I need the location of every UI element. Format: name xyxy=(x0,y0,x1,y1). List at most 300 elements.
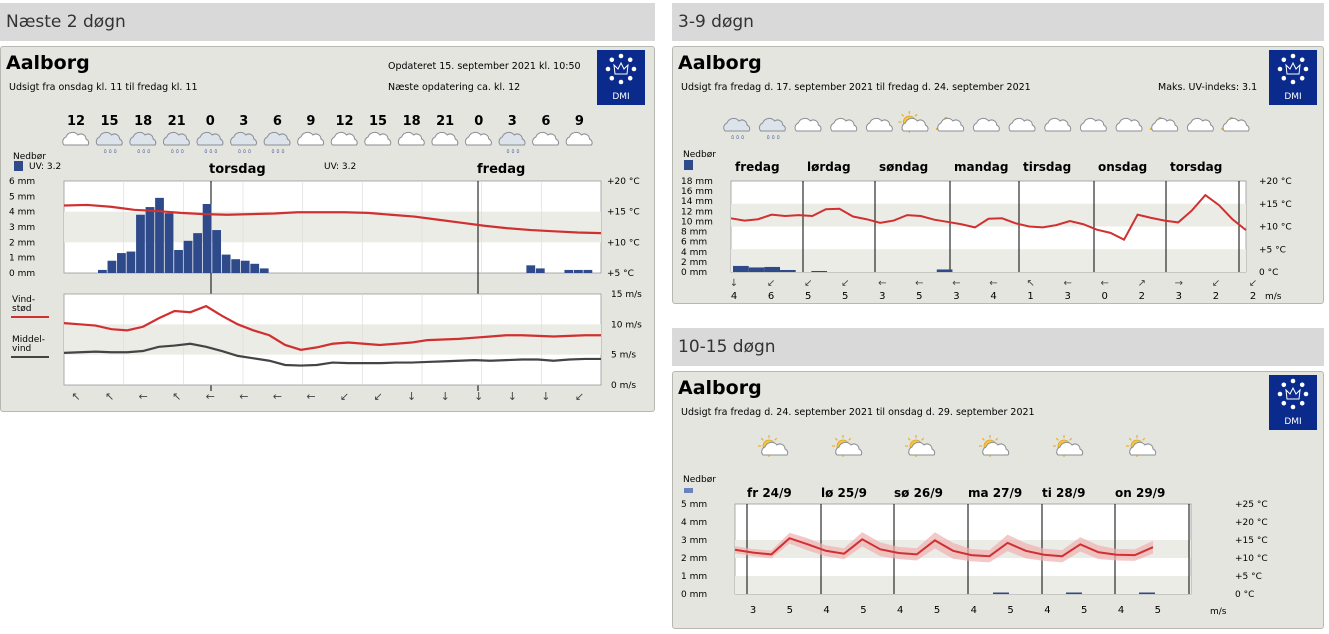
wind-tick: 15 m/s xyxy=(611,290,642,300)
rain-drop: ٥ xyxy=(147,148,151,155)
wind-arrow-icon: ← xyxy=(1100,278,1109,289)
precip-tick: 0 mm xyxy=(9,269,36,279)
wind-speed: 3 xyxy=(1175,291,1183,302)
wind-speed: 5 xyxy=(804,291,812,302)
temp-tick: +15 °C xyxy=(1259,199,1292,210)
precip-bar xyxy=(174,250,183,273)
cloud-shape xyxy=(866,118,892,131)
rain-cloud-icon xyxy=(231,132,257,155)
wind-speed: 5 xyxy=(933,605,941,616)
cloud-shape xyxy=(96,132,122,145)
cloud-icon xyxy=(1187,118,1213,131)
precip-bar xyxy=(231,259,240,273)
cloud-shape xyxy=(63,132,89,145)
wind-speed: 4 xyxy=(823,605,830,616)
wind-arrow-icon: ↖ xyxy=(71,390,81,403)
city-name: Aalborg xyxy=(6,52,90,74)
wind-arrow-icon: ↓ xyxy=(729,278,739,289)
cloud-shape xyxy=(499,132,525,145)
wind-arrow-icon: ← xyxy=(952,278,961,289)
updated-text: Opdateret 15. september 2021 kl. 10:50 xyxy=(388,61,581,72)
rain-drop: ٥ xyxy=(113,148,117,155)
day-label: fredag xyxy=(477,162,526,177)
rain-drop: ٥ xyxy=(237,148,242,155)
sun-ray xyxy=(849,438,851,440)
precip-bar xyxy=(136,215,145,273)
precip-tick: 4 mm xyxy=(681,518,708,528)
cloud-shape xyxy=(938,118,964,131)
sun-ray xyxy=(996,438,998,440)
wind-speed: 3 xyxy=(1064,291,1071,302)
wind-arrow-icon: ← xyxy=(306,390,316,403)
precip-tick: 3 mm xyxy=(681,536,708,546)
wind-speed: 5 xyxy=(1081,605,1088,616)
wind-unit: m/s xyxy=(1210,607,1227,617)
wind-arrow-icon: ↓ xyxy=(407,390,417,403)
wind-speed: 4 xyxy=(990,291,997,302)
temp-tick: 0 °C xyxy=(1259,268,1279,278)
cloud-icon xyxy=(331,132,357,145)
wind-arrow-icon: ← xyxy=(138,390,148,403)
logo-text: DMI xyxy=(1284,417,1302,427)
precip-tick: 5 mm xyxy=(9,192,36,203)
precip-bar xyxy=(260,268,269,273)
city-name: Aalborg xyxy=(678,52,762,74)
cloud-shape xyxy=(795,118,821,131)
moon-cloud-icon xyxy=(1150,117,1178,131)
precip-tick: 2 mm xyxy=(681,554,708,564)
wind-tick: 10 m/s xyxy=(611,320,642,331)
wind-speed: 4 xyxy=(897,605,904,616)
rain-drop: ٥ xyxy=(170,148,174,155)
precip-bar xyxy=(993,593,1009,595)
cloud-shape xyxy=(759,118,785,131)
forecast-card xyxy=(672,371,1324,629)
precip-tick: 4 mm xyxy=(9,207,36,218)
outlook-text: Udsigt fra onsdag kl. 11 til fredag kl. 11 xyxy=(9,82,198,93)
cloud-shape xyxy=(1187,118,1213,131)
forecast-chart xyxy=(673,372,1325,630)
rain-drop: ٥ xyxy=(281,148,285,155)
wind-speed: 4 xyxy=(1044,605,1051,616)
mean-wind-label: Middel- xyxy=(12,335,45,345)
precip-bar xyxy=(155,198,164,273)
wind-speed: 4 xyxy=(1117,605,1125,616)
precip-bar xyxy=(764,267,780,272)
cloud-shape xyxy=(331,132,357,145)
precip-bar xyxy=(212,230,221,273)
wind-arrow-icon: ↙ xyxy=(1248,278,1258,289)
wind-speed: 4 xyxy=(970,605,977,616)
rain-cloud-icon xyxy=(163,132,189,155)
precip-bar xyxy=(564,270,573,273)
sun-cloud-icon xyxy=(898,111,928,133)
day-label: fredag xyxy=(735,160,780,174)
precip-tick: 0 mm xyxy=(681,590,708,600)
hour-label: 12 xyxy=(66,114,86,129)
cloud-shape xyxy=(1045,118,1071,131)
temp-tick: +20 °C xyxy=(607,177,640,187)
precip-bar xyxy=(574,270,583,273)
day-label: fr 24/9 xyxy=(747,486,792,500)
day-label: ma 27/9 xyxy=(968,486,1023,500)
day-label: torsdag xyxy=(209,162,266,177)
rain-drop: ٥ xyxy=(271,148,275,155)
wind-speed: 5 xyxy=(916,291,923,302)
precip-bar xyxy=(98,270,107,273)
rain-drop: ٥ xyxy=(731,134,735,141)
panel-title: Næste 2 døgn xyxy=(0,3,655,41)
rain-cloud-icon xyxy=(499,132,525,155)
precip-tick: 5 mm xyxy=(681,500,708,510)
day-label: torsdag xyxy=(1170,160,1223,174)
cloud-shape xyxy=(398,132,424,145)
day-label: on 29/9 xyxy=(1115,486,1166,500)
cloud-icon xyxy=(973,118,999,131)
precip-tick: 1 mm xyxy=(681,572,708,582)
sun-ray xyxy=(1056,438,1058,440)
cloud-shape xyxy=(1152,118,1178,131)
precip-tick: 6 mm xyxy=(9,177,36,187)
cloud-shape xyxy=(231,132,257,145)
precip-bar xyxy=(780,270,796,272)
panel-title: 3-9 døgn xyxy=(672,3,1324,41)
cloud-shape xyxy=(533,132,559,145)
wind-tick: 0 m/s xyxy=(611,381,637,391)
rain-cloud-icon xyxy=(130,132,156,155)
rain-drop: ٥ xyxy=(137,148,141,155)
hour-label: 21 xyxy=(167,114,186,129)
temp-tick: 0 °C xyxy=(1235,590,1255,600)
precip-bar xyxy=(146,207,155,273)
hour-label: 9 xyxy=(574,114,584,129)
uv-label: UV: 3.2 xyxy=(324,162,357,172)
forecast-card xyxy=(672,46,1324,304)
wind-unit: m/s xyxy=(1265,292,1282,302)
cloud-icon xyxy=(566,132,592,145)
forecast-chart xyxy=(1,47,656,413)
cloud-icon xyxy=(1009,118,1035,131)
cloud-icon xyxy=(298,132,324,145)
sun-ray xyxy=(775,438,777,440)
rain-drop: ٥ xyxy=(771,134,775,141)
wind-speed: 3 xyxy=(749,605,757,616)
cloud-shape xyxy=(973,118,999,131)
day-label: lø 25/9 xyxy=(821,486,867,500)
day-label: mandag xyxy=(954,160,1009,174)
wind-speed: 5 xyxy=(860,605,867,616)
day-label: sø 26/9 xyxy=(894,486,943,500)
cloud-icon xyxy=(365,132,391,145)
wind-arrow-icon: ← xyxy=(989,278,998,289)
precip-legend-swatch xyxy=(684,160,693,170)
temp-tick: +5 °C xyxy=(1235,572,1262,582)
logo-text: DMI xyxy=(612,92,630,102)
chart-band xyxy=(731,249,1246,272)
rain-drop: ٥ xyxy=(511,148,515,155)
precip-tick: 8 mm xyxy=(681,227,708,238)
rain-drop: ٥ xyxy=(108,148,112,155)
hour-label: 3 xyxy=(507,114,517,129)
wind-speed: 6 xyxy=(767,291,775,302)
sun-ray xyxy=(915,114,917,116)
cloud-shape xyxy=(1223,118,1249,131)
sun-ray xyxy=(761,438,763,440)
cloud-shape xyxy=(365,132,391,145)
temp-tick: +20 °C xyxy=(1235,518,1268,528)
wind-arrow-icon: ↖ xyxy=(104,390,115,403)
precip-bar xyxy=(749,267,765,272)
rain-drop: ٥ xyxy=(103,148,107,155)
sun-cloud-icon xyxy=(979,435,1009,457)
rain-drop: ٥ xyxy=(741,134,745,141)
sun-ray xyxy=(922,438,924,440)
hour-label: 18 xyxy=(134,114,153,129)
cloud-icon xyxy=(533,132,559,145)
forecast-panel-2-days xyxy=(0,3,655,413)
sun-ray xyxy=(982,438,984,440)
wind-arrow-icon: ← xyxy=(272,390,282,403)
wind-speed: 4 xyxy=(730,291,738,302)
uv-index: Maks. UV-indeks: 3.1 xyxy=(1158,82,1258,93)
rain-cloud-icon xyxy=(759,118,785,141)
precip-tick: 18 mm xyxy=(681,177,713,187)
hour-label: 12 xyxy=(335,114,354,129)
sun-cloud-icon xyxy=(758,435,788,457)
logo-text: DMI xyxy=(1284,92,1302,102)
wind-speed: 0 xyxy=(1101,291,1108,302)
precip-bar xyxy=(117,253,126,273)
outlook-text: Udsigt fra fredag d. 24. september 2021 til onsdag d. 29. september 2021 xyxy=(681,407,1035,418)
mean-wind-label: vind xyxy=(12,344,32,354)
temp-tick: +10 °C xyxy=(1259,222,1292,233)
precip-label: Nedbør xyxy=(683,475,716,485)
cloud-icon xyxy=(1116,118,1142,131)
precip-bar xyxy=(1066,593,1082,595)
cloud-icon xyxy=(465,132,491,145)
wind-arrow-icon: ↙ xyxy=(766,278,776,289)
cloud-shape xyxy=(432,132,458,145)
wind-arrow-icon: ↙ xyxy=(841,278,850,289)
cloud-icon xyxy=(432,132,458,145)
rain-drop: ٥ xyxy=(209,148,213,155)
wind-speed: 5 xyxy=(842,291,849,302)
sun-ray xyxy=(902,114,904,116)
wind-speed: 5 xyxy=(786,605,793,616)
wind-arrow-icon: ← xyxy=(239,390,249,403)
rain-drop: ٥ xyxy=(516,148,520,155)
rain-cloud-icon xyxy=(264,132,290,155)
cloud-shape xyxy=(298,132,324,145)
wind-speed: 2 xyxy=(1212,291,1220,302)
forecast-panel-10-15-days xyxy=(672,328,1324,630)
precip-tick: 0 mm xyxy=(681,268,708,278)
cloud-shape xyxy=(1116,118,1142,131)
hour-label: 6 xyxy=(272,114,282,129)
precip-bar xyxy=(165,213,174,273)
rain-drop: ٥ xyxy=(247,148,252,155)
precip-bar xyxy=(733,266,749,272)
temp-tick: +5 °C xyxy=(607,269,634,279)
temp-tick: +15 °C xyxy=(1235,536,1268,546)
rain-drop: ٥ xyxy=(214,148,218,155)
forecast-card xyxy=(0,46,655,412)
rain-cloud-icon xyxy=(197,132,223,155)
sun-cloud-icon xyxy=(832,435,862,457)
city-name: Aalborg xyxy=(678,377,762,399)
hour-label: 18 xyxy=(402,114,421,129)
panel-title: 10-15 døgn xyxy=(672,328,1324,366)
sun-ray xyxy=(908,438,910,440)
day-label: ti 28/9 xyxy=(1042,486,1086,500)
precip-legend-swatch xyxy=(684,488,693,493)
hour-label: 3 xyxy=(239,114,249,129)
precip-bar xyxy=(222,255,231,273)
temp-tick: +25 °C xyxy=(1235,500,1268,510)
wind-speed: 2 xyxy=(1138,291,1145,302)
precip-bar xyxy=(1139,593,1155,595)
wind-arrow-icon: ↓ xyxy=(440,390,450,403)
wind-speed: 3 xyxy=(879,291,886,302)
rain-drop: ٥ xyxy=(736,134,740,141)
sun-cloud-icon xyxy=(1053,435,1083,457)
sun-ray xyxy=(1070,438,1072,440)
precip-bar xyxy=(184,241,193,273)
rain-drop: ٥ xyxy=(204,148,208,155)
moon-cloud-icon xyxy=(1221,117,1249,131)
wind-tick: 5 m/s xyxy=(611,350,637,361)
wind-speed: 2 xyxy=(1249,291,1257,302)
sun-ray xyxy=(1129,438,1131,440)
cloud-icon xyxy=(1080,118,1106,131)
cloud-icon xyxy=(795,118,821,131)
precip-bar xyxy=(108,261,117,273)
hour-label: 15 xyxy=(100,114,119,129)
wind-arrow-icon: ↓ xyxy=(541,390,551,403)
cloud-icon xyxy=(866,118,892,131)
precip-bar xyxy=(536,268,545,273)
precip-tick: 14 mm xyxy=(681,197,713,208)
cloud-icon xyxy=(1045,118,1071,131)
wind-speed: 5 xyxy=(1007,605,1014,616)
rain-drop: ٥ xyxy=(776,134,780,141)
precip-bar xyxy=(250,264,259,273)
temp-tick: +10 °C xyxy=(1235,554,1268,564)
cloud-shape xyxy=(724,118,750,131)
wind-arrow-icon: ↖ xyxy=(1026,278,1035,289)
rain-drop: ٥ xyxy=(766,134,770,141)
hour-label: 15 xyxy=(369,114,388,129)
cloud-shape xyxy=(1009,118,1035,131)
rain-cloud-icon xyxy=(724,118,750,141)
sun-cloud-icon xyxy=(1126,435,1156,457)
wind-arrow-icon: ↙ xyxy=(803,278,813,289)
uv-label: UV: 3.2 xyxy=(29,162,62,172)
temp-tick: +10 °C xyxy=(607,238,640,249)
wind-arrow-icon: ↙ xyxy=(339,390,350,403)
day-label: tirsdag xyxy=(1023,160,1072,174)
temp-tick: +15 °C xyxy=(607,207,640,218)
precip-tick: 12 mm xyxy=(681,207,713,218)
temp-tick: +5 °C xyxy=(1259,245,1286,256)
wind-arrow-icon: → xyxy=(1174,278,1184,289)
wind-arrow-icon: ↙ xyxy=(574,390,585,403)
precip-bar xyxy=(937,269,953,272)
hour-label: 6 xyxy=(541,114,551,129)
rain-drop: ٥ xyxy=(506,148,510,155)
precip-bar xyxy=(127,252,136,273)
gust-label: stød xyxy=(12,304,32,314)
rain-drop: ٥ xyxy=(175,148,179,155)
wind-arrow-icon: ← xyxy=(1063,278,1072,289)
precip-tick: 10 mm xyxy=(681,217,713,228)
wind-arrow-icon: ↓ xyxy=(507,390,517,403)
cloud-icon xyxy=(831,118,857,131)
wind-arrow-icon: ↙ xyxy=(373,390,383,403)
sun-cloud-icon xyxy=(905,435,935,457)
temp-tick: +20 °C xyxy=(1259,177,1292,187)
wind-speed: 5 xyxy=(1154,605,1161,616)
precip-tick: 2 mm xyxy=(9,238,36,249)
moon-cloud-icon xyxy=(936,117,964,131)
chart-band xyxy=(735,576,1191,594)
cloud-shape xyxy=(264,132,290,145)
wind-arrow-icon: ← xyxy=(915,278,924,289)
precip-bar xyxy=(526,265,535,273)
day-label: onsdag xyxy=(1098,160,1148,174)
cloud-shape xyxy=(465,132,491,145)
wind-speed: 3 xyxy=(953,291,960,302)
precip-tick: 3 mm xyxy=(9,223,36,233)
cloud-icon xyxy=(398,132,424,145)
cloud-shape xyxy=(130,132,156,145)
rain-drop: ٥ xyxy=(242,148,247,155)
rain-drop: ٥ xyxy=(180,148,184,155)
hour-label: 0 xyxy=(205,114,215,129)
day-label: lørdag xyxy=(807,160,851,174)
rain-drop: ٥ xyxy=(142,148,146,155)
precip-tick: 4 mm xyxy=(681,247,708,258)
outlook-text: Udsigt fra fredag d. 17. september 2021 til fredag d. 24. september 2021 xyxy=(681,82,1031,93)
forecast-panel-3-9-days xyxy=(672,3,1324,305)
precip-bar xyxy=(241,261,250,273)
precip-tick: 1 mm xyxy=(9,253,36,264)
precip-label: Nedbør xyxy=(13,152,46,162)
next-update-text: Næste opdatering ca. kl. 12 xyxy=(388,82,521,93)
precip-bar xyxy=(811,271,827,272)
gust-label: Vind- xyxy=(12,295,36,305)
hour-label: 0 xyxy=(474,114,484,129)
precip-tick: 2 mm xyxy=(681,257,708,268)
precip-bar xyxy=(193,233,202,273)
cloud-shape xyxy=(163,132,189,145)
forecast-chart xyxy=(673,47,1325,305)
precip-legend-swatch xyxy=(14,161,23,171)
wind-speed: 1 xyxy=(1027,291,1034,302)
cloud-shape xyxy=(1080,118,1106,131)
rain-cloud-icon xyxy=(96,132,122,155)
precip-tick: 16 mm xyxy=(681,187,713,198)
precip-label: Nedbør xyxy=(683,150,716,160)
sun-ray xyxy=(1143,438,1145,440)
precip-bar xyxy=(583,270,592,273)
hour-label: 9 xyxy=(306,114,316,129)
wind-arrow-icon: ↗ xyxy=(1137,278,1146,289)
wind-arrow-icon: ↙ xyxy=(1211,278,1221,289)
sun-ray xyxy=(835,438,837,440)
wind-arrow-icon: ↖ xyxy=(172,390,182,403)
hour-label: 21 xyxy=(436,114,455,129)
